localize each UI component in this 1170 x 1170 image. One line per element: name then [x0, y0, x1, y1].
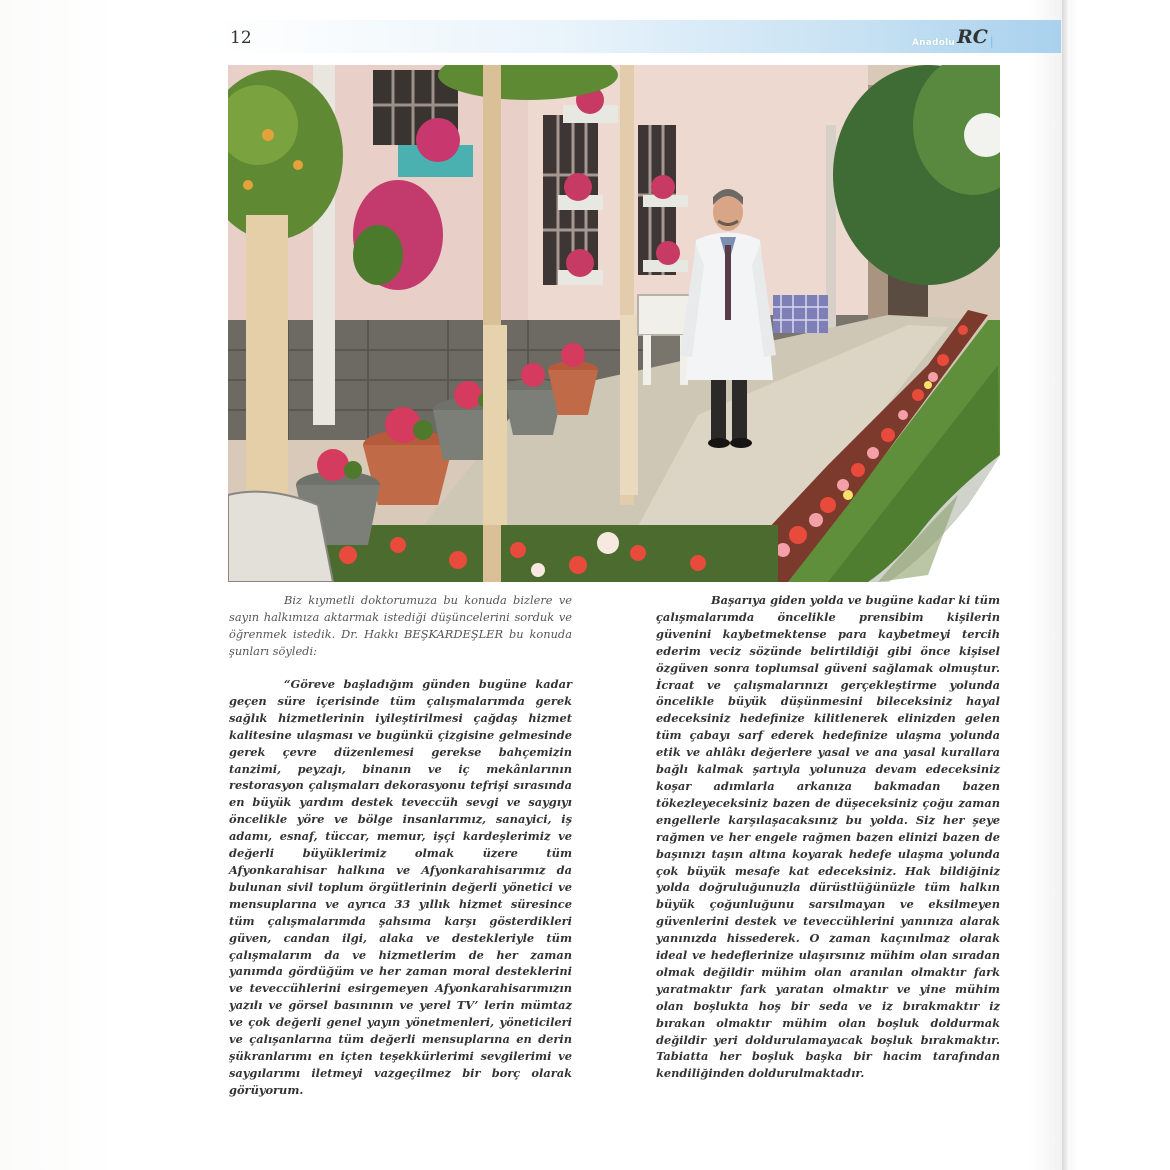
article-quote: “Göreve başladığım günden bugüne kadar geçen süre içerisinde tüm çalışmalarımda gerek sağlık hizmetlerinin iyileştirilmesi çağdaş hizmet kalitesine ulaşması ve bugünkü çizgisine gelmesinde gerek çevre düzenlemesi gerekse bahçemizin tanzimi, peyzajı, binanın ve iç mekânlarının restorasyon çalışmaları dekorasyonu tefrişi sırasında en büyük yardım destek teveccüh sevgi ve saygıyı öncelikle yöre ve bölge insanlarımız, sanayici, iş adamı, esnaf, tüccar, memur, işçi kardeşlerimiz ve değerli büyüklerimiz olmak üzere tüm Afyonkarahisar halkına ve Afyonkarahisarımız da bulunan sivil toplum örgütlerinin değerli yönetici ve mensuplarına ve ayrıca 33 yıllık hizmet süresince tüm çalışmalarımda şahsıma karşı gösterdikleri güven, candan ilgi, alaka ve destekleriyle tüm çalışmalarım da ve hizmetlerim de her zaman yanımda gördüğüm ve her zaman moral desteklerini ve teveccühlerini esirgemeyen Afyonkarahisarımızın yazılı ve görsel basınının ve yerel TV’ lerin mümtaz ve çok değerli genel yayın yönetmenleri, yöneticileri ve çalışanlarına tüm değerli mensuplarına en derin şükranlarımı en içten teşekkürlerimi sevgilerimi ve saygılarımı iletmeyi vazgeçilmez bir borç olarak görüyorum.	[229, 677, 572, 1097]
logo-small-text: Anadolu	[912, 38, 955, 48]
logo-big-text: RC	[956, 26, 988, 48]
article-right-column: Başarıya giden yolda ve bugüne kadar ki tüm çalışmalarımda öncelikle prensibim kişilerin güvenini kaybetmektense para kaybetmeyi tercih ederim veciz sözünde belirtildiği gibi önce kişisel özgüven sonra toplumsal güveni sağlamak olmuştur. İcraat ve çalışmalarınızı gerçekleştirme yolunda öncelikle büyük düşünmesini bileceksiniz hayal edeceksiniz hedefinize kilitlenerek elinizden gelen tüm çabayı sarf ederek hedefinize ulaşma yolunda etik ve ahlâkı değerlere yasal ve ana yasal kurallara bağlı kalmak şartıyla yolunuza devam edeceksiniz koşar adımlarla arkanıza bakmadan bazen tökezleyeceksiniz bazen de düşeceksiniz çoğu zaman engellerle karşılaşacaksınız bu yolda. Siz her şeye rağmen ve her engele rağmen bazen elinizi bazen de başınızı taşın altına koyarak hedefe ulaşma yolunda çok büyük mesafe kat edeceksiniz. Hak bildiğiniz yolda doğruluğunuzla dürüstlüğünüzle tüm halkın büyük çoğunluğunu sarsılmayan ve eksilmeyen güvenlerini destek ve teveccühlerini yanınıza alarak yanınızda hissederek. O zaman kaçınılmaz olarak ideal ve hedeflerinize ulaşırsınız mühim olan sıradan olmak değildir mühim olan aranılan olmaktır fark yaratmaktır fark yaratan olmaktır ve yine mühim olan boşlukta hoş bir seda ve iz bırakmaktır iz bırakan olmaktır mühim olan boşluk doldurmak değildir yeri doldurulamayacak boşluk bırakmaktır. Tabiatta her boşluk başka bir hacim tarafından kendiliğinden doldurulmaktadır.	[656, 593, 1000, 1081]
article-intro: Biz kıymetli doktorumuza bu konuda bizlere ve sayın halkımıza aktarmak istediği düşüncelerini sorduk ve öğrenmek istedik. Dr. Hakkı BEŞKARDEŞLER bu konuda şunları söyledi:	[229, 593, 572, 658]
page-edge-shadow	[1062, 0, 1070, 1170]
garden-photo	[228, 65, 1000, 582]
page-number: 12	[230, 28, 252, 48]
logo-mark: |	[989, 35, 994, 48]
garden-photo-icon	[228, 65, 1000, 582]
magazine-logo	[912, 26, 994, 48]
